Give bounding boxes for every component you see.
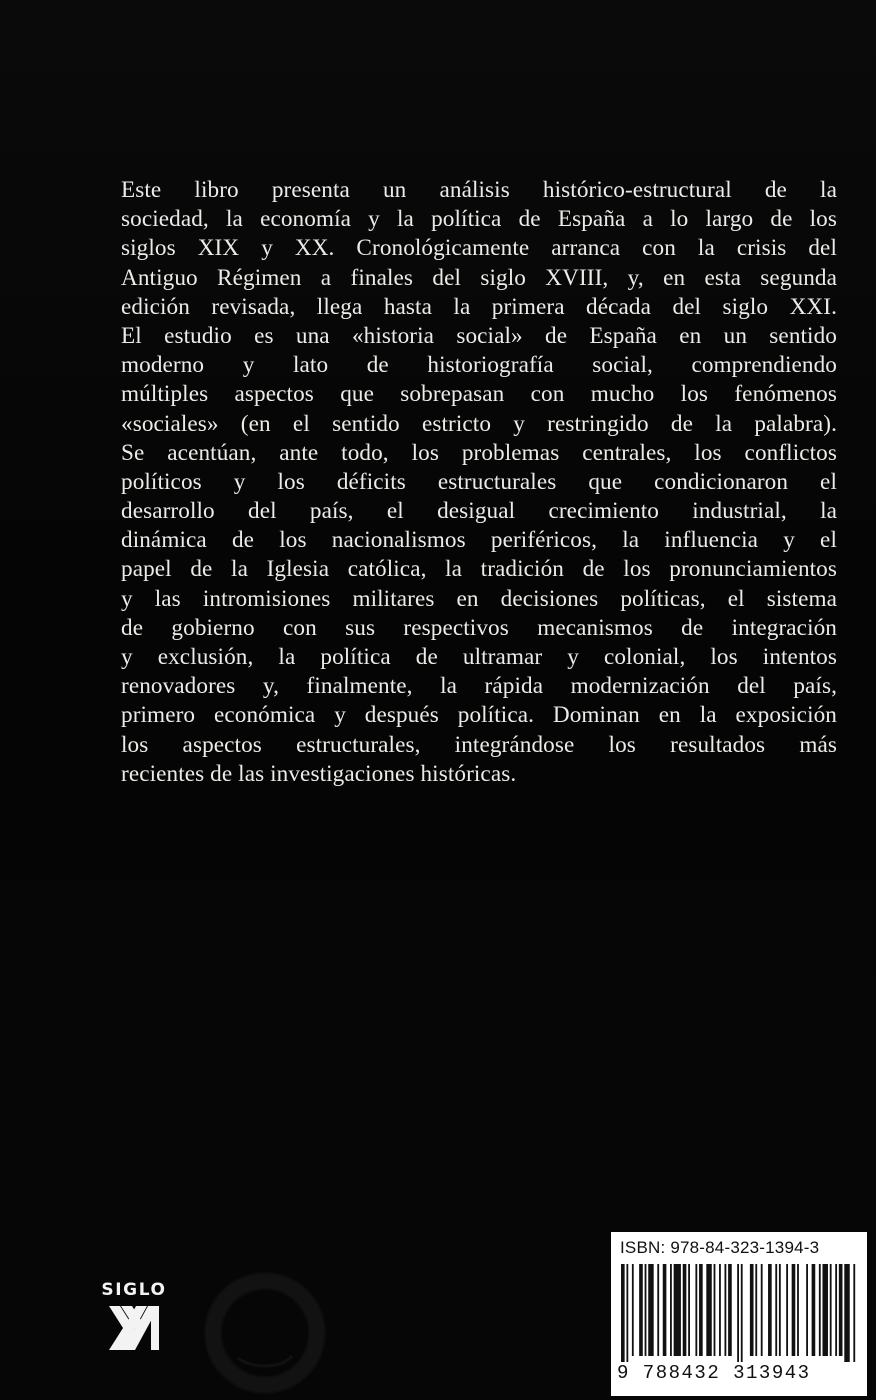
barcode-bar <box>724 1264 726 1356</box>
blurb-line: Este libro presenta un análisis histórico-estructural de la <box>121 177 837 203</box>
blurb-line: edición revisada, llega hasta la primera década del siglo XXI. <box>121 293 837 320</box>
barcode-icon <box>621 1264 857 1362</box>
barcode-bar <box>830 1264 832 1356</box>
barcode-bar <box>844 1264 849 1362</box>
barcode-bar <box>750 1264 754 1356</box>
blurb-line: los aspectos estructurales, integrándose los resultados más <box>121 731 837 758</box>
barcode-bar <box>645 1264 647 1356</box>
blurb-line: moderno y lato de historiografía social, comprendiendo <box>121 352 837 379</box>
barcode-bar <box>768 1264 772 1356</box>
blurb-line: políticos y los déficits estructurales que condicionaron el <box>121 468 837 495</box>
barcode-bar <box>819 1264 821 1356</box>
blurb-line: de gobierno con sus respectivos mecanismos de integración <box>121 614 837 641</box>
blurb-line: papel de la Iglesia católica, la tradición de los pronunciamientos <box>121 556 837 583</box>
blurb-line: Se acentúan, ante todo, los problemas centrales, los conflictos <box>121 439 837 466</box>
barcode-bar <box>823 1264 828 1356</box>
barcode-bar <box>699 1264 703 1356</box>
barcode-bar <box>812 1264 816 1356</box>
blurb-line: dinámica de los nacionalismos periféricos, la influencia y el <box>121 527 837 554</box>
barcode-bar <box>632 1264 634 1356</box>
barcode-bar <box>835 1264 837 1356</box>
barcode-bar <box>719 1264 721 1356</box>
barcode-bar <box>775 1264 777 1356</box>
barcode-bar <box>648 1264 653 1356</box>
barcode-bar <box>737 1264 739 1362</box>
publisher-name: SIGLO <box>101 1280 167 1300</box>
barcode-bar <box>657 1264 659 1356</box>
back-cover-blurb <box>121 176 837 789</box>
barcode-bar <box>695 1264 697 1356</box>
barcode-bar <box>806 1264 808 1356</box>
barcode-bar <box>839 1264 843 1356</box>
isbn-label: ISBN: 978-84-323-1394-3 <box>620 1238 820 1257</box>
barcode-bar <box>761 1264 763 1356</box>
blurb-line: Antiguo Régimen a finales del siglo XVIII, y, en esta segunda <box>121 264 837 291</box>
barcode-bar <box>714 1264 716 1356</box>
blurb-line: múltiples aspectos que sobrepasan con mucho los fenómenos <box>121 381 837 408</box>
barcode-bar <box>797 1264 799 1356</box>
blurb-line: y las intromisiones militares en decisiones políticas, el sistema <box>121 585 837 612</box>
blurb-line: desarrollo del país, el desigual crecimiento industrial, la <box>121 498 837 525</box>
circular-seal-icon <box>200 1268 330 1398</box>
siglo-xxi-logo-icon <box>107 1304 161 1352</box>
barcode-bar <box>728 1264 732 1356</box>
barcode-bar <box>792 1264 796 1356</box>
barcode-bar <box>683 1264 687 1356</box>
barcode-bar <box>621 1264 625 1362</box>
blurb-line: y exclusión, la política de ultramar y colonial, los intentos <box>121 644 837 670</box>
barcode-bar <box>688 1264 690 1356</box>
blurb-line: sociedad, la economía y la política de España a lo largo de los <box>121 206 837 233</box>
barcode-bar <box>670 1264 672 1356</box>
barcode-bar <box>706 1264 711 1356</box>
blurb-line: renovadores y, finalmente, la rápida modernización del país, <box>121 673 837 700</box>
isbn-barcode-block <box>611 1232 867 1396</box>
barcode-bar <box>674 1264 681 1356</box>
blurb-line: primero económica y después política. Dominan en la exposición <box>121 702 837 729</box>
blurb-line: El estudio es una «historia social» de España en un sentido <box>121 322 837 349</box>
barcode-bar <box>741 1264 743 1362</box>
barcode-bar <box>626 1264 628 1362</box>
barcode-bar <box>663 1264 667 1356</box>
blurb-line: «sociales» (en el sentido estricto y restringido de la palabra). <box>121 410 837 437</box>
barcode-bar <box>639 1264 643 1356</box>
barcode-bar <box>853 1264 855 1362</box>
blurb-line: siglos XIX y XX. Cronológicamente arranca con la crisis del <box>121 235 837 262</box>
barcode-bar <box>779 1264 781 1356</box>
barcode-digits: 9 788432 313943 <box>617 1362 811 1384</box>
publisher-logo <box>95 1280 173 1372</box>
blurb-line-last: recientes de las investigaciones históricas. <box>121 760 517 787</box>
barcode-bar <box>786 1264 788 1356</box>
barcode-bar <box>755 1264 757 1356</box>
